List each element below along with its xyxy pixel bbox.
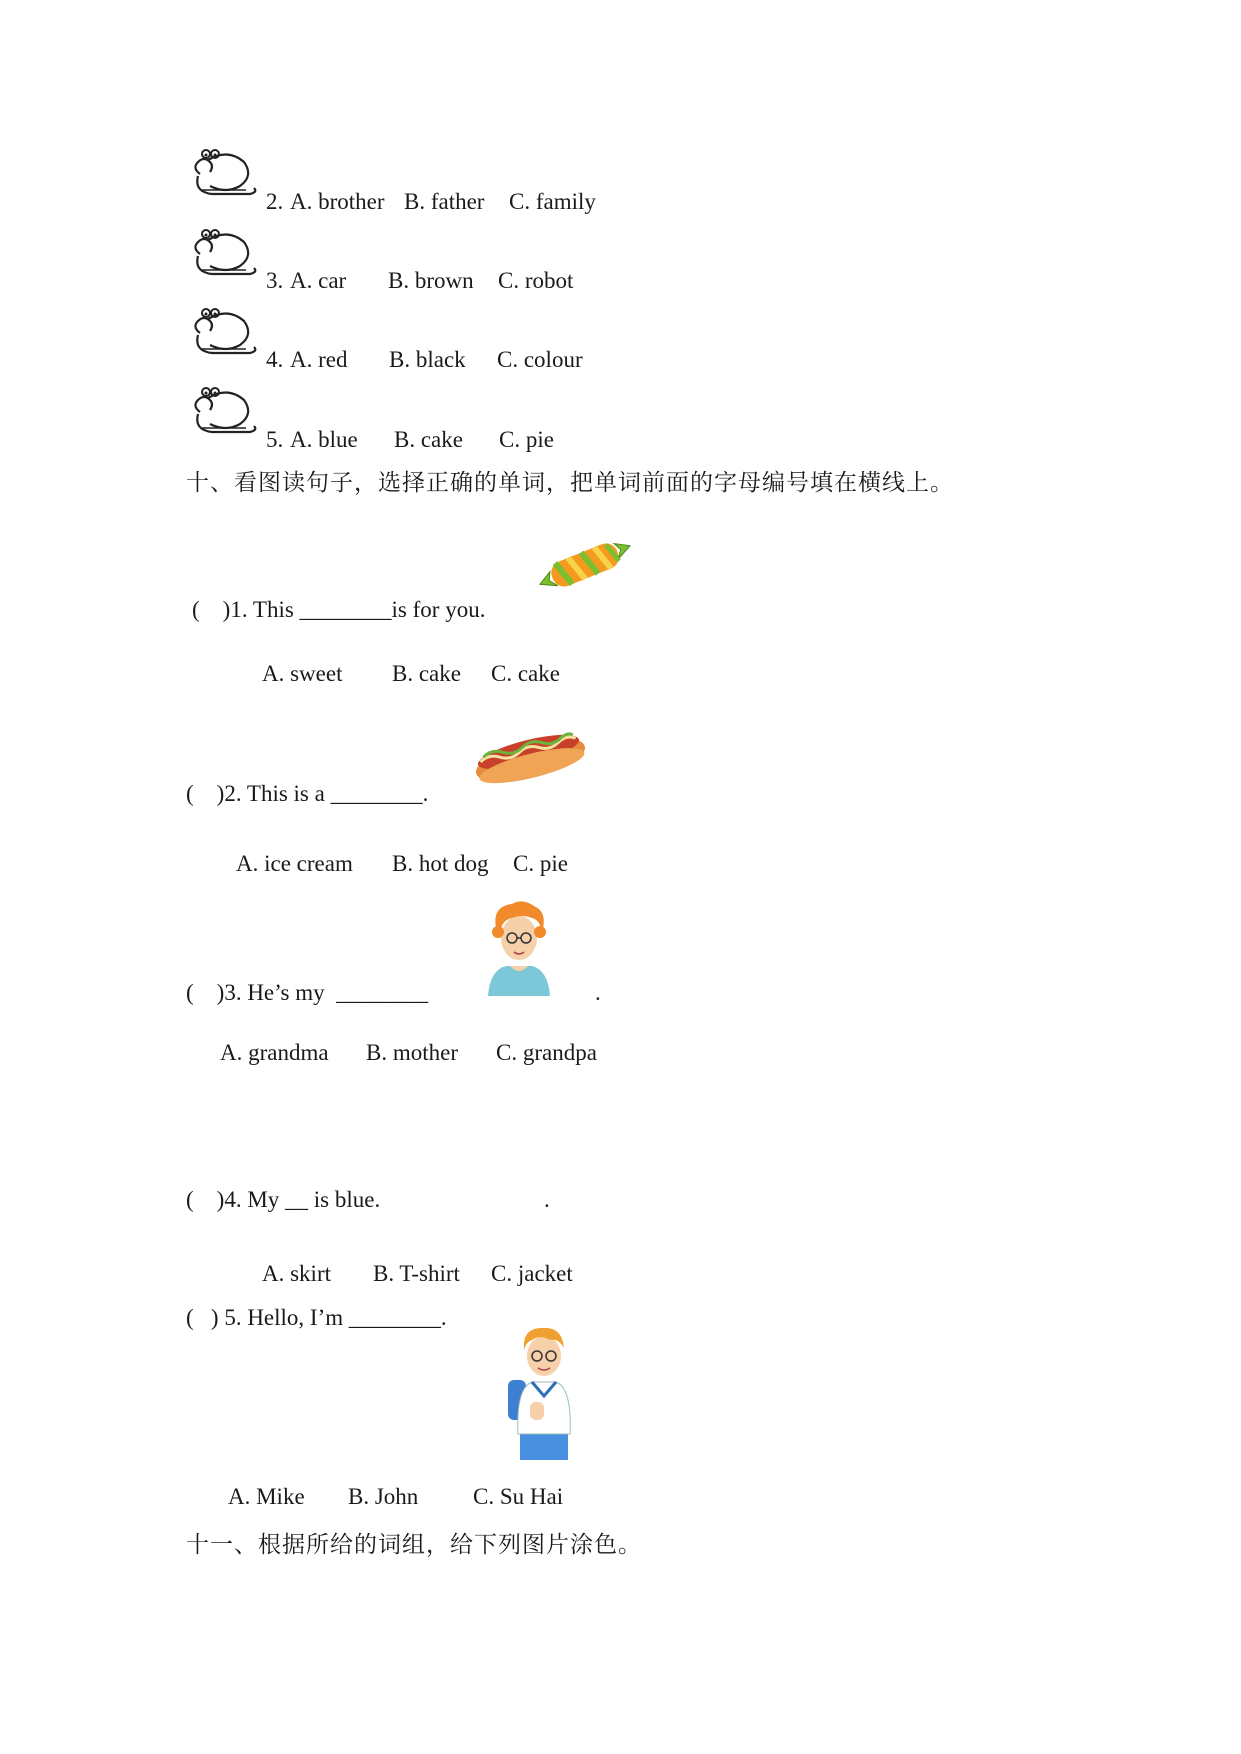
option-a: A. ice cream — [236, 851, 353, 876]
section-10-heading: 十、看图读句子，选择正确的单词，把单词前面的字母编号填在横线上。 — [186, 470, 954, 496]
snail-icon — [188, 228, 260, 286]
option-c: C. Su Hai — [473, 1484, 564, 1509]
option-c: C. family — [509, 189, 596, 214]
grandpa-icon — [482, 896, 556, 996]
option-a: A. Mike — [228, 1484, 305, 1509]
row-number: 4. — [266, 347, 284, 372]
boy-icon — [504, 1322, 584, 1460]
option-c: C. pie — [513, 851, 568, 876]
option-b: B. cake — [394, 427, 463, 452]
option-a: A. red — [290, 347, 348, 372]
option-b: B. mother — [366, 1040, 458, 1065]
hotdog-icon — [470, 722, 588, 786]
snail-icon — [188, 386, 260, 444]
row-number: 3. — [266, 268, 284, 293]
option-c: C. grandpa — [496, 1040, 597, 1065]
question-tail: . — [544, 1187, 550, 1212]
option-b: B. T-shirt — [373, 1261, 460, 1286]
snail-icon — [188, 148, 260, 206]
option-b: B. father — [404, 189, 485, 214]
option-a: A. blue — [290, 427, 358, 452]
option-c: C. robot — [498, 268, 574, 293]
option-a: A. car — [290, 268, 347, 293]
option-c: C. pie — [499, 427, 554, 452]
option-b: B. John — [348, 1484, 419, 1509]
option-a: A. sweet — [262, 661, 343, 686]
snail-icon — [188, 307, 260, 365]
option-b: B. cake — [392, 661, 461, 686]
option-b: B. black — [389, 347, 466, 372]
candy-icon — [532, 530, 638, 600]
question-stem: ( )4. My __ is blue. — [186, 1187, 381, 1212]
option-c: C. jacket — [491, 1261, 573, 1286]
row-number: 2. — [266, 189, 284, 214]
option-a: A. skirt — [262, 1261, 331, 1286]
question-stem: ( )1. This ________is for you. — [192, 597, 486, 622]
question-stem: ( )2. This is a ________. — [186, 781, 429, 806]
option-b: B. brown — [388, 268, 474, 293]
question-stem: ( )3. He’s my ________ — [186, 980, 429, 1005]
option-b: B. hot dog — [392, 851, 489, 876]
row-number: 5. — [266, 427, 284, 452]
question-stem: ( ) 5. Hello, I’m ________. — [186, 1305, 447, 1330]
question-tail: . — [595, 980, 601, 1005]
option-a: A. grandma — [220, 1040, 329, 1065]
option-c: C. colour — [497, 347, 583, 372]
section-11-heading: 十一、根据所给的词组，给下列图片涂色。 — [186, 1532, 642, 1558]
option-c: C. cake — [491, 661, 560, 686]
option-a: A. brother — [290, 189, 385, 214]
